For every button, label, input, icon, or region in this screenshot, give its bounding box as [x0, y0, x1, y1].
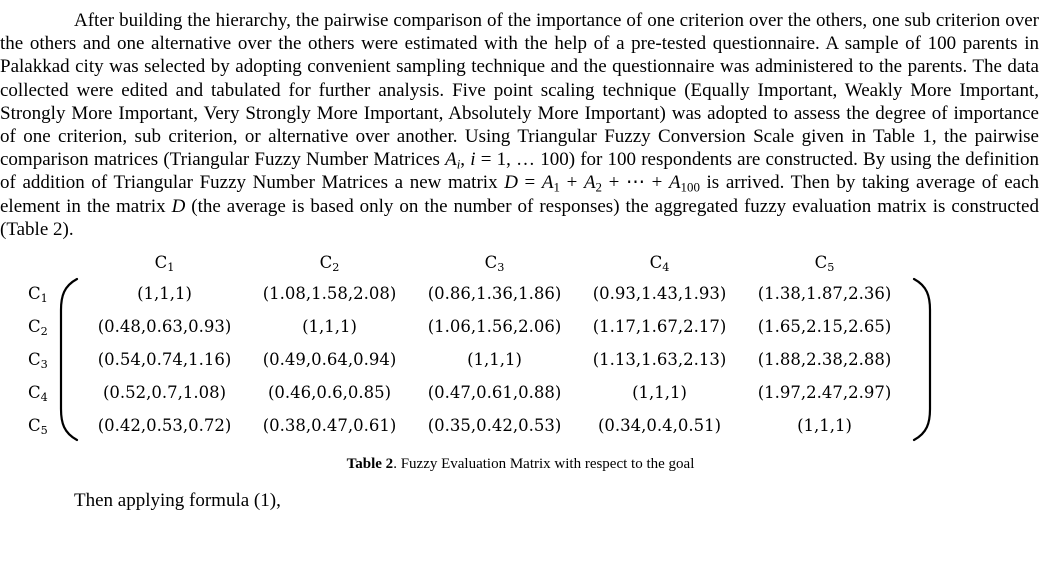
table-caption-label: Table 2 [346, 456, 394, 473]
matrix-right-paren [907, 277, 937, 442]
matrix-col-header: $C_1$ [154, 252, 175, 274]
matrix-cell: (0.93,1.43,1.93) [592, 284, 727, 304]
paragraph-segment: is arrived. Then by taking average of each element in the matrix [0, 172, 1039, 217]
matrix-row-header: $C_2$ [28, 317, 48, 339]
matrix-col-header: $C_4$ [649, 252, 670, 274]
matrix-cell: (1.65,2.15,2.65) [757, 317, 892, 337]
matrix-col-header: $C_2$ [319, 252, 340, 274]
paragraph-segment: (the average is based only on the number of responses) the aggregated fuzzy evaluation matrix is constructed (Table 2). [0, 195, 1039, 240]
table-caption [0, 456, 1041, 473]
paragraph-segment: A [445, 149, 457, 171]
matrix-cell: (1.08,1.58,2.08) [262, 284, 397, 304]
matrix-cell: (1.38,1.87,2.36) [757, 284, 892, 304]
matrix-cell: (1.13,1.63,2.13) [592, 350, 727, 370]
matrix-row-header: $C_4$ [28, 383, 48, 405]
left-paren-icon [54, 277, 80, 442]
matrix-cell: (1.06,1.56,2.06) [427, 317, 562, 337]
matrix-cell: (0.52,0.7,1.08) [102, 383, 227, 403]
matrix-cell: (0.46,0.6,0.85) [267, 383, 392, 403]
fuzzy-evaluation-matrix [24, 247, 1041, 442]
paragraph-segment: + [559, 172, 584, 194]
matrix-cell: (0.48,0.63,0.93) [97, 317, 232, 337]
matrix-cell: (0.54,0.74,1.16) [97, 350, 232, 370]
paragraph-segment: + ⋯ + [602, 172, 669, 194]
paragraph-segment: A [668, 172, 681, 194]
right-paren-icon [911, 277, 937, 442]
matrix-cell: (1,1,1) [632, 383, 687, 403]
matrix-cell: (0.49,0.64,0.94) [262, 350, 397, 370]
matrix-left-paren [54, 277, 82, 442]
matrix-cell: (1.88,2.38,2.88) [757, 350, 892, 370]
paragraph-segment: A [583, 172, 596, 194]
paragraph-segment: D [504, 172, 518, 194]
matrix-cell: (0.35,0.42,0.53) [427, 416, 562, 436]
paragraph-segment: = 1, … 100) for 100 respondents are constructed. By using the definition of addition of Triangular Fuzzy Number Matrices a new matrix [0, 149, 1040, 194]
matrix-cell: (0.47,0.61,0.88) [427, 383, 562, 403]
table-caption-text: . Fuzzy Evaluation Matrix with respect to the goal [393, 456, 695, 473]
paragraph-segment: i [456, 156, 461, 172]
paragraph-segment: 2 [595, 180, 602, 196]
matrix-col-header: $C_3$ [484, 252, 505, 274]
matrix-grid [24, 247, 1041, 442]
matrix-row-header: $C_3$ [28, 350, 48, 372]
paragraph [0, 0, 1041, 241]
paragraph-segment: After building the hierarchy, the pairwise comparison of the importance of one criterion over the others, one sub criterion over the others and one alternative over the others were estimated with the help of a pre-tested questionnaire. A sample of 100 parents in Palakkad city was selected by adopting convenient sampling technique and the questionnaire was administered to the parents. The data collected were edited and tabulated for further analysis. Five point scaling technique (Equally Important, Weakly More Important, Strongly More Important, Very Strongly More Important, Absolutely More Important) was adopted to assess the degree of importance of one criterion, sub criterion, or alternative over another. Using Triangular Fuzzy Conversion Scale given in Table 1, the pairwise comparison matrices (Triangular Fuzzy Number Matrices [0, 10, 1039, 171]
paragraph-segment: A [541, 172, 554, 194]
matrix-cell: (1.97,2.47,2.97) [757, 383, 892, 403]
paragraph-segment: D [171, 195, 186, 217]
paragraph-segment: 100 [680, 180, 700, 196]
paragraph-segment: 1 [553, 180, 560, 196]
closing-line: Then applying formula (1), [74, 490, 281, 512]
matrix-cell: (0.38,0.47,0.61) [262, 416, 397, 436]
matrix-cell: (0.42,0.53,0.72) [97, 416, 232, 436]
matrix-cell: (0.86,1.36,1.86) [427, 284, 562, 304]
matrix-cell: (0.34,0.4,0.51) [597, 416, 722, 436]
matrix-row-header: $C_1$ [28, 284, 48, 306]
matrix-row-header: $C_5$ [28, 416, 48, 438]
matrix-cell: (1,1,1) [302, 317, 357, 337]
matrix-col-header: $C_5$ [814, 252, 835, 274]
paragraph-segment: = [517, 172, 542, 194]
matrix-cell: (1,1,1) [467, 350, 522, 370]
matrix-cell: (1,1,1) [797, 416, 852, 436]
matrix-cell: (1.17,1.67,2.17) [592, 317, 727, 337]
paragraph-segment: i [470, 149, 476, 171]
paragraph-segment: , [460, 149, 471, 171]
matrix-cell: (1,1,1) [137, 284, 192, 304]
